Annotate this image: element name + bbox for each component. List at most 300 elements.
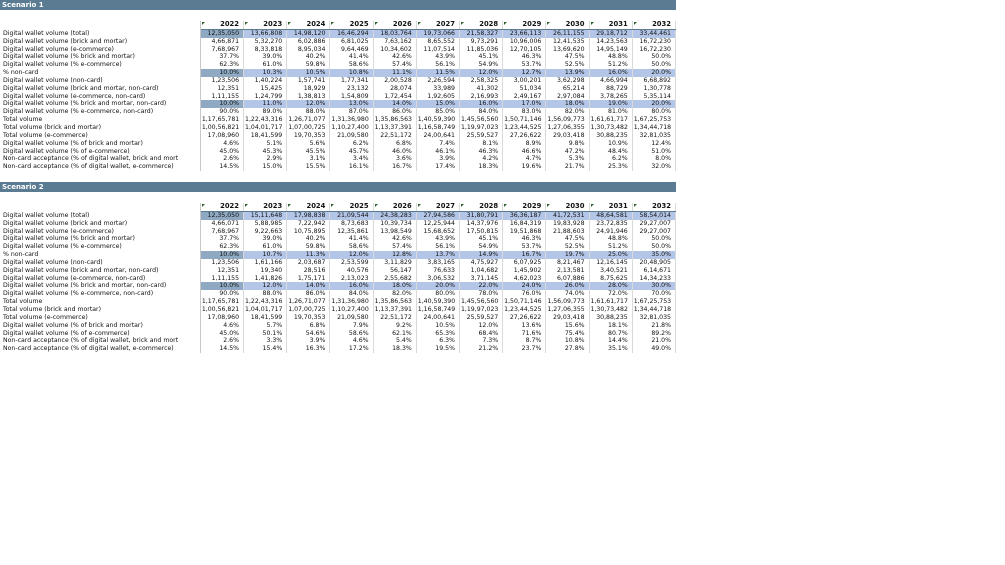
row-label-cell[interactable]: Total volume (brick and mortar) xyxy=(0,124,200,132)
value-cell[interactable]: 17,50,815 xyxy=(459,228,502,236)
row-label-cell[interactable]: Digital wallet volume (% brick and mortar) xyxy=(0,53,200,61)
value-cell[interactable]: 13,98,549 xyxy=(373,228,416,236)
value-cell[interactable]: 1,23,506 xyxy=(200,77,243,85)
value-cell[interactable]: 85.0% xyxy=(416,108,459,116)
value-cell[interactable]: 18,41,599 xyxy=(244,314,287,322)
value-cell[interactable]: 50.0% xyxy=(632,243,675,251)
row-label-cell[interactable]: Digital wallet volume (% of e-commerce) xyxy=(0,330,200,338)
value-cell[interactable]: 1,40,224 xyxy=(244,77,287,85)
header-blank-cell[interactable] xyxy=(0,203,200,211)
row-label-cell[interactable]: Digital wallet volume (e-commerce, non-card) xyxy=(0,275,200,283)
year-header-cell[interactable]: 2022 xyxy=(200,203,243,211)
value-cell[interactable]: 88.0% xyxy=(287,108,330,116)
year-header-cell[interactable]: 2032 xyxy=(632,21,675,29)
value-cell[interactable]: 17.0% xyxy=(503,100,546,108)
value-cell[interactable]: 50.0% xyxy=(632,61,675,69)
value-cell[interactable]: 12.0% xyxy=(459,322,502,330)
value-cell[interactable]: 1,34,44,718 xyxy=(632,306,675,314)
row-label-cell[interactable]: Digital wallet volume (% brick and mortar) xyxy=(0,235,200,243)
value-cell[interactable]: 10.8% xyxy=(330,69,373,77)
value-cell[interactable]: 5.1% xyxy=(244,140,287,148)
value-cell[interactable]: 53.7% xyxy=(503,61,546,69)
value-cell[interactable]: 41,72,531 xyxy=(546,211,589,219)
value-cell[interactable]: 75.4% xyxy=(546,330,589,338)
year-header-cell[interactable]: 2031 xyxy=(589,203,632,211)
value-cell[interactable]: 40.2% xyxy=(287,235,330,243)
value-cell[interactable]: 6,07,925 xyxy=(503,259,546,267)
value-cell[interactable]: 14.5% xyxy=(200,163,243,171)
value-cell[interactable]: 1,92,605 xyxy=(416,93,459,101)
value-cell[interactable]: 1,40,59,390 xyxy=(416,298,459,306)
value-cell[interactable]: 8,33,818 xyxy=(244,46,287,54)
value-cell[interactable]: 5.7% xyxy=(244,322,287,330)
value-cell[interactable]: 2,13,581 xyxy=(546,267,589,275)
value-cell[interactable]: 48.8% xyxy=(589,53,632,61)
value-cell[interactable]: 3,71,145 xyxy=(459,275,502,283)
value-cell[interactable]: 12,70,105 xyxy=(503,46,546,54)
value-cell[interactable]: 19.5% xyxy=(416,345,459,353)
value-cell[interactable]: 14.0% xyxy=(287,282,330,290)
value-cell[interactable]: 5.4% xyxy=(373,337,416,345)
value-cell[interactable]: 1,67,25,753 xyxy=(632,116,675,124)
value-cell[interactable]: 68.4% xyxy=(459,330,502,338)
value-cell[interactable]: 1,23,44,525 xyxy=(503,124,546,132)
value-cell[interactable]: 15,425 xyxy=(244,85,287,93)
value-cell[interactable]: 17,98,838 xyxy=(287,211,330,219)
value-cell[interactable]: 29,03,418 xyxy=(546,132,589,140)
value-cell[interactable]: 1,22,43,316 xyxy=(244,298,287,306)
value-cell[interactable]: 14.5% xyxy=(200,345,243,353)
value-cell[interactable]: 23.7% xyxy=(503,345,546,353)
value-cell[interactable]: 1,19,97,023 xyxy=(459,306,502,314)
value-cell[interactable]: 30,88,235 xyxy=(589,314,632,322)
value-cell[interactable]: 12,351 xyxy=(200,85,243,93)
value-cell[interactable]: 9.8% xyxy=(546,140,589,148)
value-cell[interactable]: 21,09,580 xyxy=(330,314,373,322)
value-cell[interactable]: 62.1% xyxy=(373,330,416,338)
value-cell[interactable]: 3.9% xyxy=(416,155,459,163)
value-cell[interactable]: 1,16,58,749 xyxy=(416,306,459,314)
value-cell[interactable]: 61.0% xyxy=(244,243,287,251)
value-cell[interactable]: 43.9% xyxy=(416,53,459,61)
value-cell[interactable]: 2,53,599 xyxy=(330,259,373,267)
value-cell[interactable]: 1,30,73,482 xyxy=(589,124,632,132)
value-cell[interactable]: 40,576 xyxy=(330,267,373,275)
value-cell[interactable]: 2,55,682 xyxy=(373,275,416,283)
value-cell[interactable]: 22,51,172 xyxy=(373,314,416,322)
value-cell[interactable]: 88.0% xyxy=(244,290,287,298)
value-cell[interactable]: 2.6% xyxy=(200,155,243,163)
value-cell[interactable]: 6.3% xyxy=(416,337,459,345)
value-cell[interactable]: 29,27,007 xyxy=(632,228,675,236)
value-cell[interactable]: 1,04,01,717 xyxy=(244,306,287,314)
value-cell[interactable]: 45.0% xyxy=(200,148,243,156)
value-cell[interactable]: 10.5% xyxy=(287,69,330,77)
value-cell[interactable]: 15.6% xyxy=(546,322,589,330)
value-cell[interactable]: 19.7% xyxy=(546,251,589,259)
value-cell[interactable]: 8.9% xyxy=(503,140,546,148)
value-cell[interactable]: 65.3% xyxy=(416,330,459,338)
value-cell[interactable]: 4,75,927 xyxy=(459,259,502,267)
row-label-cell[interactable]: Digital wallet volume (non-card) xyxy=(0,259,200,267)
value-cell[interactable]: 1,72,454 xyxy=(373,93,416,101)
value-cell[interactable]: 14,37,976 xyxy=(459,220,502,228)
value-cell[interactable]: 41.4% xyxy=(330,53,373,61)
value-cell[interactable]: 61.0% xyxy=(244,61,287,69)
value-cell[interactable]: 7,63,162 xyxy=(373,38,416,46)
value-cell[interactable]: 25.3% xyxy=(589,163,632,171)
value-cell[interactable]: 48.4% xyxy=(589,148,632,156)
value-cell[interactable]: 59.8% xyxy=(287,61,330,69)
value-cell[interactable]: 27.8% xyxy=(546,345,589,353)
row-label-cell[interactable]: Non-card acceptance (% of digital wallet, brick and mort xyxy=(0,155,200,163)
value-cell[interactable]: 58.6% xyxy=(330,243,373,251)
value-cell[interactable]: 8,65,552 xyxy=(416,38,459,46)
value-cell[interactable]: 12,25,944 xyxy=(416,220,459,228)
value-cell[interactable]: 12.0% xyxy=(459,69,502,77)
value-cell[interactable]: 13,69,620 xyxy=(546,46,589,54)
value-cell[interactable]: 87.0% xyxy=(330,108,373,116)
value-cell[interactable]: 6.2% xyxy=(589,155,632,163)
spacer-row[interactable] xyxy=(0,192,676,203)
row-label-cell[interactable]: Digital wallet volume (total) xyxy=(0,211,200,219)
scenario-2-header[interactable]: Scenario 2 xyxy=(0,182,676,192)
value-cell[interactable]: 3,62,298 xyxy=(546,77,589,85)
value-cell[interactable]: 1,31,36,980 xyxy=(330,298,373,306)
row-label-cell[interactable]: Non-card acceptance (% of digital wallet, e-commerce) xyxy=(0,163,200,171)
value-cell[interactable]: 2,26,594 xyxy=(416,77,459,85)
value-cell[interactable]: 46.1% xyxy=(416,148,459,156)
value-cell[interactable]: 28.0% xyxy=(589,282,632,290)
value-cell[interactable]: 1,50,71,146 xyxy=(503,116,546,124)
value-cell[interactable]: 3,11,829 xyxy=(373,259,416,267)
value-cell[interactable]: 13.6% xyxy=(503,322,546,330)
value-cell[interactable]: 9,64,469 xyxy=(330,46,373,54)
value-cell[interactable]: 1,77,341 xyxy=(330,77,373,85)
value-cell[interactable]: 3,06,532 xyxy=(416,275,459,283)
value-cell[interactable]: 17,08,960 xyxy=(200,314,243,322)
value-cell[interactable]: 16,72,230 xyxy=(632,38,675,46)
year-header-cell[interactable]: 2023 xyxy=(244,203,287,211)
value-cell[interactable]: 45.1% xyxy=(459,235,502,243)
value-cell[interactable]: 16,84,319 xyxy=(503,220,546,228)
value-cell[interactable]: 90.0% xyxy=(200,108,243,116)
value-cell[interactable]: 3.4% xyxy=(330,155,373,163)
value-cell[interactable]: 1,16,58,749 xyxy=(416,124,459,132)
value-cell[interactable]: 1,50,71,146 xyxy=(503,298,546,306)
value-cell[interactable]: 24.0% xyxy=(503,282,546,290)
value-cell[interactable]: 16.7% xyxy=(373,163,416,171)
value-cell[interactable]: 14,34,233 xyxy=(632,275,675,283)
value-cell[interactable]: 7.9% xyxy=(330,322,373,330)
value-cell[interactable]: 15.0% xyxy=(416,100,459,108)
value-cell[interactable]: 1,19,97,023 xyxy=(459,124,502,132)
value-cell[interactable]: 1,23,506 xyxy=(200,259,243,267)
value-cell[interactable]: 1,57,741 xyxy=(287,77,330,85)
row-label-cell[interactable]: Total volume xyxy=(0,116,200,124)
row-label-cell[interactable]: Digital wallet volume (non-card) xyxy=(0,77,200,85)
value-cell[interactable]: 15.0% xyxy=(244,163,287,171)
value-cell[interactable]: 2,58,325 xyxy=(459,77,502,85)
year-header-cell[interactable]: 2028 xyxy=(459,203,502,211)
value-cell[interactable]: 7,22,942 xyxy=(287,220,330,228)
value-cell[interactable]: 36,36,187 xyxy=(503,211,546,219)
value-cell[interactable]: 6.2% xyxy=(330,140,373,148)
value-cell[interactable]: 56.1% xyxy=(416,243,459,251)
year-header-cell[interactable]: 2025 xyxy=(330,21,373,29)
value-cell[interactable]: 35.0% xyxy=(632,251,675,259)
value-cell[interactable]: 1,54,809 xyxy=(330,93,373,101)
value-cell[interactable]: 2,49,167 xyxy=(503,93,546,101)
value-cell[interactable]: 20.0% xyxy=(632,69,675,77)
value-cell[interactable]: 1,30,73,482 xyxy=(589,306,632,314)
value-cell[interactable]: 9,73,291 xyxy=(459,38,502,46)
value-cell[interactable]: 1,22,43,316 xyxy=(244,116,287,124)
value-cell[interactable]: 39.0% xyxy=(244,235,287,243)
value-cell[interactable]: 9,22,663 xyxy=(244,228,287,236)
value-cell[interactable]: 58.6% xyxy=(330,330,373,338)
value-cell[interactable]: 37.7% xyxy=(200,235,243,243)
value-cell[interactable]: 10.0% xyxy=(200,100,243,108)
value-cell[interactable]: 48,64,581 xyxy=(589,211,632,219)
value-cell[interactable]: 31,80,791 xyxy=(459,211,502,219)
value-cell[interactable]: 10,34,602 xyxy=(373,46,416,54)
value-cell[interactable]: 58.6% xyxy=(330,61,373,69)
value-cell[interactable]: 23,72,835 xyxy=(589,220,632,228)
value-cell[interactable]: 1,30,778 xyxy=(632,85,675,93)
value-cell[interactable]: 1,27,06,355 xyxy=(546,306,589,314)
value-cell[interactable]: 80.0% xyxy=(632,108,675,116)
value-cell[interactable]: 8,95,034 xyxy=(287,46,330,54)
value-cell[interactable]: 39.0% xyxy=(244,53,287,61)
value-cell[interactable]: 26.0% xyxy=(546,282,589,290)
value-cell[interactable]: 80.7% xyxy=(589,330,632,338)
value-cell[interactable]: 9.2% xyxy=(373,322,416,330)
value-cell[interactable]: 27,26,622 xyxy=(503,132,546,140)
value-cell[interactable]: 21.2% xyxy=(459,345,502,353)
row-label-cell[interactable]: Digital wallet volume (% brick and mortar, non-card) xyxy=(0,282,200,290)
value-cell[interactable]: 18.1% xyxy=(589,322,632,330)
value-cell[interactable]: 21.0% xyxy=(632,337,675,345)
value-cell[interactable]: 50.0% xyxy=(632,235,675,243)
value-cell[interactable]: 3,00,201 xyxy=(503,77,546,85)
value-cell[interactable]: 6,68,892 xyxy=(632,77,675,85)
value-cell[interactable]: 40.2% xyxy=(287,53,330,61)
value-cell[interactable]: 12,35,050 xyxy=(200,211,243,219)
value-cell[interactable]: 51.0% xyxy=(632,148,675,156)
row-label-cell[interactable]: Digital wallet volume (% of brick and mortar) xyxy=(0,140,200,148)
value-cell[interactable]: 1,26,71,077 xyxy=(287,298,330,306)
value-cell[interactable]: 19,70,353 xyxy=(287,314,330,322)
value-cell[interactable]: 4.7% xyxy=(503,155,546,163)
value-cell[interactable]: 83.0% xyxy=(503,108,546,116)
value-cell[interactable]: 46.3% xyxy=(459,148,502,156)
value-cell[interactable]: 20.0% xyxy=(632,100,675,108)
value-cell[interactable]: 17.4% xyxy=(416,163,459,171)
value-cell[interactable]: 7.4% xyxy=(416,140,459,148)
value-cell[interactable]: 42.6% xyxy=(373,235,416,243)
value-cell[interactable]: 15.4% xyxy=(244,345,287,353)
value-cell[interactable]: 1,56,09,773 xyxy=(546,298,589,306)
row-label-cell[interactable]: Digital wallet volume (% e-commerce, non-card) xyxy=(0,290,200,298)
year-header-cell[interactable]: 2023 xyxy=(244,21,287,29)
value-cell[interactable]: 45.3% xyxy=(244,148,287,156)
value-cell[interactable]: 46.3% xyxy=(503,235,546,243)
value-cell[interactable]: 84.0% xyxy=(459,108,502,116)
value-cell[interactable]: 6.8% xyxy=(373,140,416,148)
value-cell[interactable]: 4.6% xyxy=(200,140,243,148)
value-cell[interactable]: 78.0% xyxy=(459,290,502,298)
value-cell[interactable]: 1,26,71,077 xyxy=(287,116,330,124)
value-cell[interactable]: 29,18,712 xyxy=(589,29,632,37)
value-cell[interactable]: 14.4% xyxy=(589,337,632,345)
year-header-cell[interactable]: 2025 xyxy=(330,203,373,211)
value-cell[interactable]: 16.1% xyxy=(330,163,373,171)
value-cell[interactable]: 37.7% xyxy=(200,53,243,61)
value-cell[interactable]: 50.0% xyxy=(632,53,675,61)
value-cell[interactable]: 1,35,86,563 xyxy=(373,116,416,124)
value-cell[interactable]: 4,66,994 xyxy=(589,77,632,85)
spacer-row[interactable] xyxy=(0,10,676,21)
value-cell[interactable]: 11.5% xyxy=(416,69,459,77)
value-cell[interactable]: 12,35,050 xyxy=(200,29,243,37)
value-cell[interactable]: 15.5% xyxy=(287,163,330,171)
scenario-1-header[interactable]: Scenario 1 xyxy=(0,0,676,10)
value-cell[interactable]: 12,351 xyxy=(200,267,243,275)
value-cell[interactable]: 12.7% xyxy=(503,69,546,77)
value-cell[interactable]: 2.6% xyxy=(200,337,243,345)
value-cell[interactable]: 3.1% xyxy=(287,155,330,163)
value-cell[interactable]: 74.0% xyxy=(546,290,589,298)
value-cell[interactable]: 7,68,967 xyxy=(200,46,243,54)
value-cell[interactable]: 80.0% xyxy=(416,290,459,298)
value-cell[interactable]: 82.0% xyxy=(546,108,589,116)
value-cell[interactable]: 27,94,586 xyxy=(416,211,459,219)
value-cell[interactable]: 3,78,265 xyxy=(589,93,632,101)
value-cell[interactable]: 10.7% xyxy=(244,251,287,259)
value-cell[interactable]: 25,59,527 xyxy=(459,132,502,140)
value-cell[interactable]: 46.3% xyxy=(503,53,546,61)
value-cell[interactable]: 2.9% xyxy=(244,155,287,163)
value-cell[interactable]: 1,13,37,391 xyxy=(373,306,416,314)
value-cell[interactable]: 14,98,120 xyxy=(287,29,330,37)
value-cell[interactable]: 24,91,946 xyxy=(589,228,632,236)
year-header-cell[interactable]: 2029 xyxy=(503,203,546,211)
value-cell[interactable]: 10.0% xyxy=(200,282,243,290)
value-cell[interactable]: 52.5% xyxy=(546,243,589,251)
value-cell[interactable]: 8,21,467 xyxy=(546,259,589,267)
value-cell[interactable]: 58,54,014 xyxy=(632,211,675,219)
value-cell[interactable]: 19,70,353 xyxy=(287,132,330,140)
value-cell[interactable]: 5,88,985 xyxy=(244,220,287,228)
value-cell[interactable]: 65,214 xyxy=(546,85,589,93)
value-cell[interactable]: 89.0% xyxy=(244,108,287,116)
row-label-cell[interactable]: Digital wallet volume (% brick and mortar, non-card) xyxy=(0,100,200,108)
year-header-cell[interactable]: 2028 xyxy=(459,21,502,29)
value-cell[interactable]: 1,27,06,355 xyxy=(546,124,589,132)
value-cell[interactable]: 45.7% xyxy=(330,148,373,156)
value-cell[interactable]: 25,59,527 xyxy=(459,314,502,322)
row-label-cell[interactable]: % non-card xyxy=(0,69,200,77)
row-label-cell[interactable]: Digital wallet volume (brick and mortar) xyxy=(0,38,200,46)
value-cell[interactable]: 51.2% xyxy=(589,61,632,69)
value-cell[interactable]: 2,00,528 xyxy=(373,77,416,85)
value-cell[interactable]: 11,85,036 xyxy=(459,46,502,54)
value-cell[interactable]: 1,45,56,560 xyxy=(459,116,502,124)
value-cell[interactable]: 5.6% xyxy=(287,140,330,148)
value-cell[interactable]: 1,24,799 xyxy=(244,93,287,101)
header-blank-cell[interactable] xyxy=(0,21,200,29)
value-cell[interactable]: 8,73,683 xyxy=(330,220,373,228)
value-cell[interactable]: 47.2% xyxy=(546,148,589,156)
value-cell[interactable]: 30,88,235 xyxy=(589,132,632,140)
year-header-cell[interactable]: 2029 xyxy=(503,21,546,29)
year-header-cell[interactable]: 2032 xyxy=(632,203,675,211)
value-cell[interactable]: 19.0% xyxy=(589,100,632,108)
value-cell[interactable]: 6,07,886 xyxy=(546,275,589,283)
value-cell[interactable]: 1,40,59,390 xyxy=(416,116,459,124)
value-cell[interactable]: 1,10,27,400 xyxy=(330,124,373,132)
value-cell[interactable]: 84.0% xyxy=(330,290,373,298)
value-cell[interactable]: 11.3% xyxy=(287,251,330,259)
value-cell[interactable]: 1,61,61,717 xyxy=(589,116,632,124)
value-cell[interactable]: 27,26,622 xyxy=(503,314,546,322)
value-cell[interactable]: 18,03,764 xyxy=(373,29,416,37)
value-cell[interactable]: 81.0% xyxy=(589,108,632,116)
value-cell[interactable]: 21,09,580 xyxy=(330,132,373,140)
value-cell[interactable]: 13,66,808 xyxy=(244,29,287,37)
value-cell[interactable]: 33,44,461 xyxy=(632,29,675,37)
row-label-cell[interactable]: Digital wallet volume (% of brick and mortar) xyxy=(0,322,200,330)
value-cell[interactable]: 45.0% xyxy=(200,330,243,338)
value-cell[interactable]: 3.3% xyxy=(244,337,287,345)
value-cell[interactable]: 17,08,960 xyxy=(200,132,243,140)
value-cell[interactable]: 22.0% xyxy=(459,282,502,290)
value-cell[interactable]: 11.1% xyxy=(373,69,416,77)
row-label-cell[interactable]: Digital wallet volume (% of e-commerce) xyxy=(0,148,200,156)
value-cell[interactable]: 47.5% xyxy=(546,235,589,243)
value-cell[interactable]: 1,17,65,781 xyxy=(200,116,243,124)
year-header-cell[interactable]: 2024 xyxy=(287,203,330,211)
year-header-cell[interactable]: 2027 xyxy=(416,21,459,29)
value-cell[interactable]: 1,07,00,725 xyxy=(287,124,330,132)
year-header-cell[interactable]: 2024 xyxy=(287,21,330,29)
value-cell[interactable]: 1,13,37,391 xyxy=(373,124,416,132)
value-cell[interactable]: 12.0% xyxy=(244,282,287,290)
value-cell[interactable]: 19,83,928 xyxy=(546,220,589,228)
value-cell[interactable]: 1,45,56,560 xyxy=(459,298,502,306)
value-cell[interactable]: 16.7% xyxy=(503,251,546,259)
value-cell[interactable]: 13.9% xyxy=(546,69,589,77)
value-cell[interactable]: 54.9% xyxy=(459,61,502,69)
value-cell[interactable]: 15,11,648 xyxy=(244,211,287,219)
spacer-row[interactable] xyxy=(0,171,676,182)
value-cell[interactable]: 15,68,652 xyxy=(416,228,459,236)
value-cell[interactable]: 21,88,603 xyxy=(546,228,589,236)
value-cell[interactable]: 25.0% xyxy=(589,251,632,259)
row-label-cell[interactable]: Digital wallet volume (% e-commerce, non-card) xyxy=(0,108,200,116)
row-label-cell[interactable]: Digital wallet volume (e-commerce, non-card) xyxy=(0,93,200,101)
value-cell[interactable]: 16.0% xyxy=(589,69,632,77)
row-label-cell[interactable]: Digital wallet volume (total) xyxy=(0,29,200,37)
value-cell[interactable]: 26,11,155 xyxy=(546,29,589,37)
value-cell[interactable]: 18.0% xyxy=(546,100,589,108)
value-cell[interactable]: 16,46,294 xyxy=(330,29,373,37)
value-cell[interactable]: 43.9% xyxy=(416,235,459,243)
value-cell[interactable]: 10.0% xyxy=(200,69,243,77)
value-cell[interactable]: 8.7% xyxy=(503,337,546,345)
value-cell[interactable]: 82.0% xyxy=(373,290,416,298)
